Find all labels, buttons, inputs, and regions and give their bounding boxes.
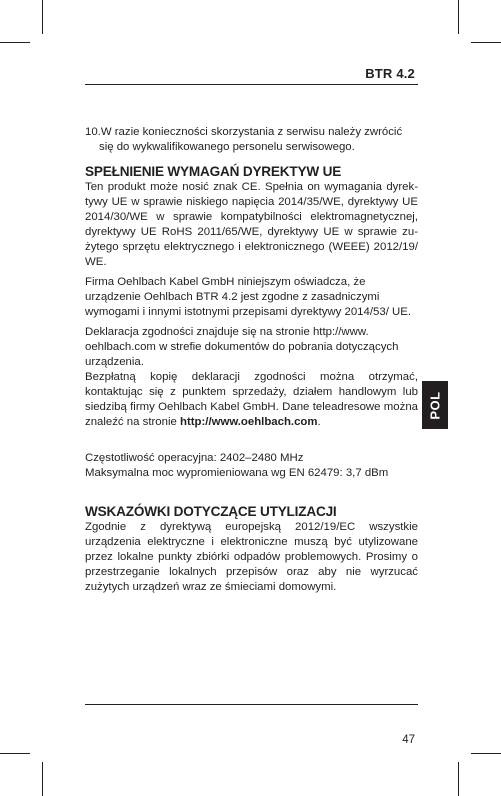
- disposal-paragraph: Zgodnie z dyrektywą europejską 2012/19/EC wszystkie urządzenia elektryczne i elektroniczne muszą być utylizowane przez lokalne punkty zbiórki odpadów problemowych. Prosimy o przestrzeganie lokalnych przepisów oraz aby nie wyrzucać zużytych urządzeń wraz ze śmieciami domowymi.: [85, 521, 418, 593]
- crop-mark-right-lower: [471, 753, 501, 754]
- section-heading-ce: SPEŁNIENIE WYMAGAŃ DYREKTYW UE: [85, 164, 342, 179]
- ce-paragraph-4: [85, 370, 418, 430]
- section-heading-disposal: WSKAZÓWKI DOTYCZĄCE UTYLIZACJI: [85, 504, 337, 519]
- ce-paragraph-1: Ten produkt może nosić znak CE. Spełnia on wymagania dyrektywy UE w sprawie niskiego napięcia 2014/35/WE, dyrektywy UE 2014/30/WE w sprawie kompatybilności elektromagnetycznej, dyrektywy UE RoHS 2011/65/WE, dyrektywy UE w sprawie zużytego sprzętu elektrycznego i elektronicznego (WEEE) 2012/19/ WE.: [85, 181, 418, 268]
- crop-mark-bottom-right: [458, 762, 459, 796]
- header-rule: [85, 84, 418, 85]
- crop-mark-right-upper: [471, 42, 501, 43]
- list-item-10: [85, 125, 418, 155]
- crop-mark-bottom-left: [42, 762, 43, 796]
- model-label: BTR 4.2: [365, 66, 415, 81]
- spec-power: Maksymalna moc wypromieniowana wg EN 62479: 3,7 dBm: [85, 467, 389, 479]
- crop-mark-top-right: [458, 0, 459, 34]
- footer-rule: [85, 704, 418, 705]
- language-tab: [422, 381, 448, 429]
- ce-paragraph-4-end: .: [317, 416, 321, 428]
- ce-paragraph-4-text: Bezpłatną kopię deklaracji zgodności można otrzymać, kontaktując się z punktem sprzedaży, działem handlowym lub siedzibą firmy Oehlbach Kabel GmbH. Dane teleadresowe można znaleźć na stronie: [85, 371, 418, 428]
- crop-mark-top-left: [42, 0, 43, 34]
- ce-paragraph-2: Firma Oehlbach Kabel GmbH niniejszym oświadcza, że urządzenie Oehlbach BTR 4.2 jest zgodne z zasadniczymi wymogami i innymi istotnymi przepisami dyrektywy 2014/53/ UE.: [85, 276, 412, 318]
- list-item-number: 10.: [85, 126, 101, 138]
- document-body: [85, 125, 418, 595]
- language-tab-label: POL: [427, 390, 443, 420]
- crop-mark-left-lower: [0, 753, 30, 754]
- page-number: 47: [402, 734, 415, 746]
- oehlbach-website-link[interactable]: http://www.oehlbach.com: [179, 416, 318, 428]
- ce-paragraph-3: Deklaracja zgodności znajduje się na stronie http://www. oehlbach.com w strefie dokumentów do pobrania dotyczących urządzenia.: [85, 326, 399, 368]
- crop-mark-left-upper: [0, 42, 30, 43]
- spec-frequency: Częstotliwość operacyjna: 2402–2480 MHz: [85, 452, 304, 464]
- list-item-text: W razie konieczności skorzystania z serwisu należy zwrócić się do wykwalifikowanego personelu serwisowego.: [99, 126, 403, 153]
